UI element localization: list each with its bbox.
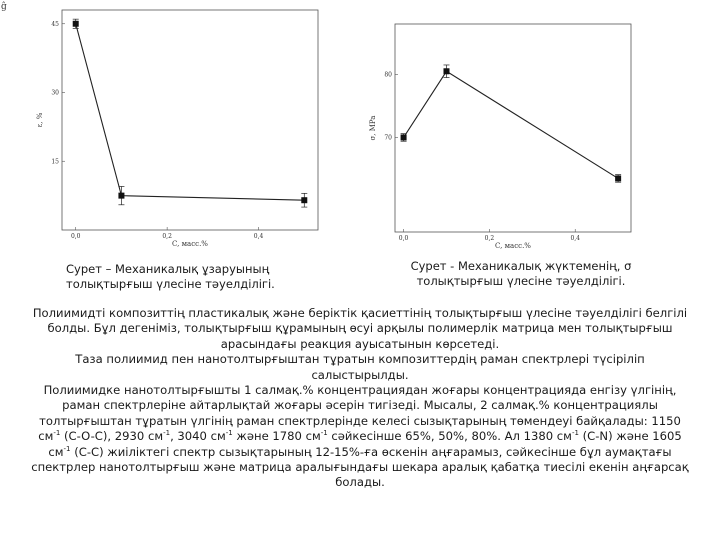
- caption-right-line1: Сурет - Механикалық жүктеменің, σ: [410, 259, 632, 273]
- x-tick-label: 0,2: [162, 233, 172, 240]
- superscript: -1: [63, 444, 71, 453]
- paragraph-3: [28, 383, 692, 491]
- y-tick-label: 30: [51, 89, 59, 97]
- caption-left-line2: толықтырғыш үлесіне тәуелділігі.: [66, 277, 275, 291]
- superscript: -1: [571, 429, 579, 438]
- stress-chart-svg: [365, 18, 645, 256]
- stress-chart: [365, 18, 645, 256]
- plot-frame: [395, 24, 631, 232]
- elongation-figure-caption: [66, 262, 336, 292]
- y-tick-label: 15: [51, 158, 59, 166]
- data-point: [401, 134, 407, 140]
- data-point: [443, 68, 449, 74]
- p3-part1: Полиимидке нанотолтырғышты 1 салмақ.% концентрациядан жоғары концентрацияда енгізу үлгінің, раман спектрлеріне айтарлықтай жоғары әсерін тигізеді. Мысалы, 2 салмақ.% концентрациялы толтырғыштан тұратын үлгінің раман спектрлерінде келесі сызықтарының төмендеуі байқалады: 1150 см: [38, 383, 681, 444]
- y-tick-label: 80: [384, 71, 392, 79]
- data-point: [118, 193, 124, 199]
- x-tick-label: 0,2: [484, 235, 495, 242]
- paragraph-2: Таза полиимид пен нанотолтырғыштан тұратын композиттердің раман спектрлері түсіріліп салыстырылды.: [75, 352, 645, 382]
- series-line: [76, 24, 305, 200]
- x-axis-label: C, масс.%: [172, 240, 208, 248]
- p3-part3: , 3040 см: [170, 429, 226, 444]
- p3-part6: (C-N) және 1605 см: [48, 429, 682, 459]
- p3-part5: сәйкесінше 65%, 50%, 80%. Ал 1380 см: [327, 429, 572, 444]
- paragraph-1: Полиимидті композиттің пластикалық және беріктік қасиеттінің толықтырғыш үлесіне тәуелділігі белгілі болды. Бұл дегеніміз, толықтырғыш құрамының өсуі арқылы полимерлік матрица мен толықтырғыш арасындағы реакция ауысатынын көрсетеді.: [32, 306, 688, 351]
- superscript: -1: [53, 429, 61, 438]
- superscript: -1: [163, 429, 171, 438]
- series-line: [404, 71, 619, 178]
- body-text: [28, 306, 692, 491]
- corner-mark: ĝ: [1, 2, 7, 12]
- x-tick-label: 0,4: [570, 235, 580, 242]
- elongation-chart: [30, 2, 330, 254]
- y-axis-label: ε, %: [36, 112, 44, 128]
- data-point: [615, 175, 621, 181]
- p3-part7: (C-C) жиіліктегі спектр сызықтарының 12-15%-ға өскенін аңғарамыз, сәйкесінше бұл аумақтағы спектрлер нанотолтырғыш және матрица аралығындағы шекара аралық қабатқа тиесілі екенін аңғарсақ болады.: [31, 444, 689, 490]
- p3-part2: (C-O-C), 2930 см: [60, 429, 164, 444]
- p3-part4: және 1780 см: [232, 429, 321, 444]
- x-tick-label: 0,0: [70, 233, 81, 240]
- superscript: -1: [320, 429, 328, 438]
- elongation-chart-svg: [30, 2, 330, 254]
- superscript: -1: [225, 429, 233, 438]
- x-tick-label: 0,4: [253, 233, 264, 240]
- stress-figure-caption: [386, 259, 656, 289]
- x-axis-label: C, масс.%: [495, 242, 531, 250]
- y-tick-label: 45: [51, 20, 59, 28]
- data-point: [301, 197, 307, 203]
- x-tick-label: 0,0: [398, 235, 409, 242]
- y-axis-label: σ, MPa: [369, 115, 377, 141]
- data-point: [73, 21, 79, 27]
- caption-right-line2: толықтырғыш үлесіне тәуелділігі.: [416, 274, 626, 288]
- caption-left-line1: Сурет – Механикалық ұзаруының: [66, 262, 270, 276]
- y-tick-label: 70: [384, 134, 392, 142]
